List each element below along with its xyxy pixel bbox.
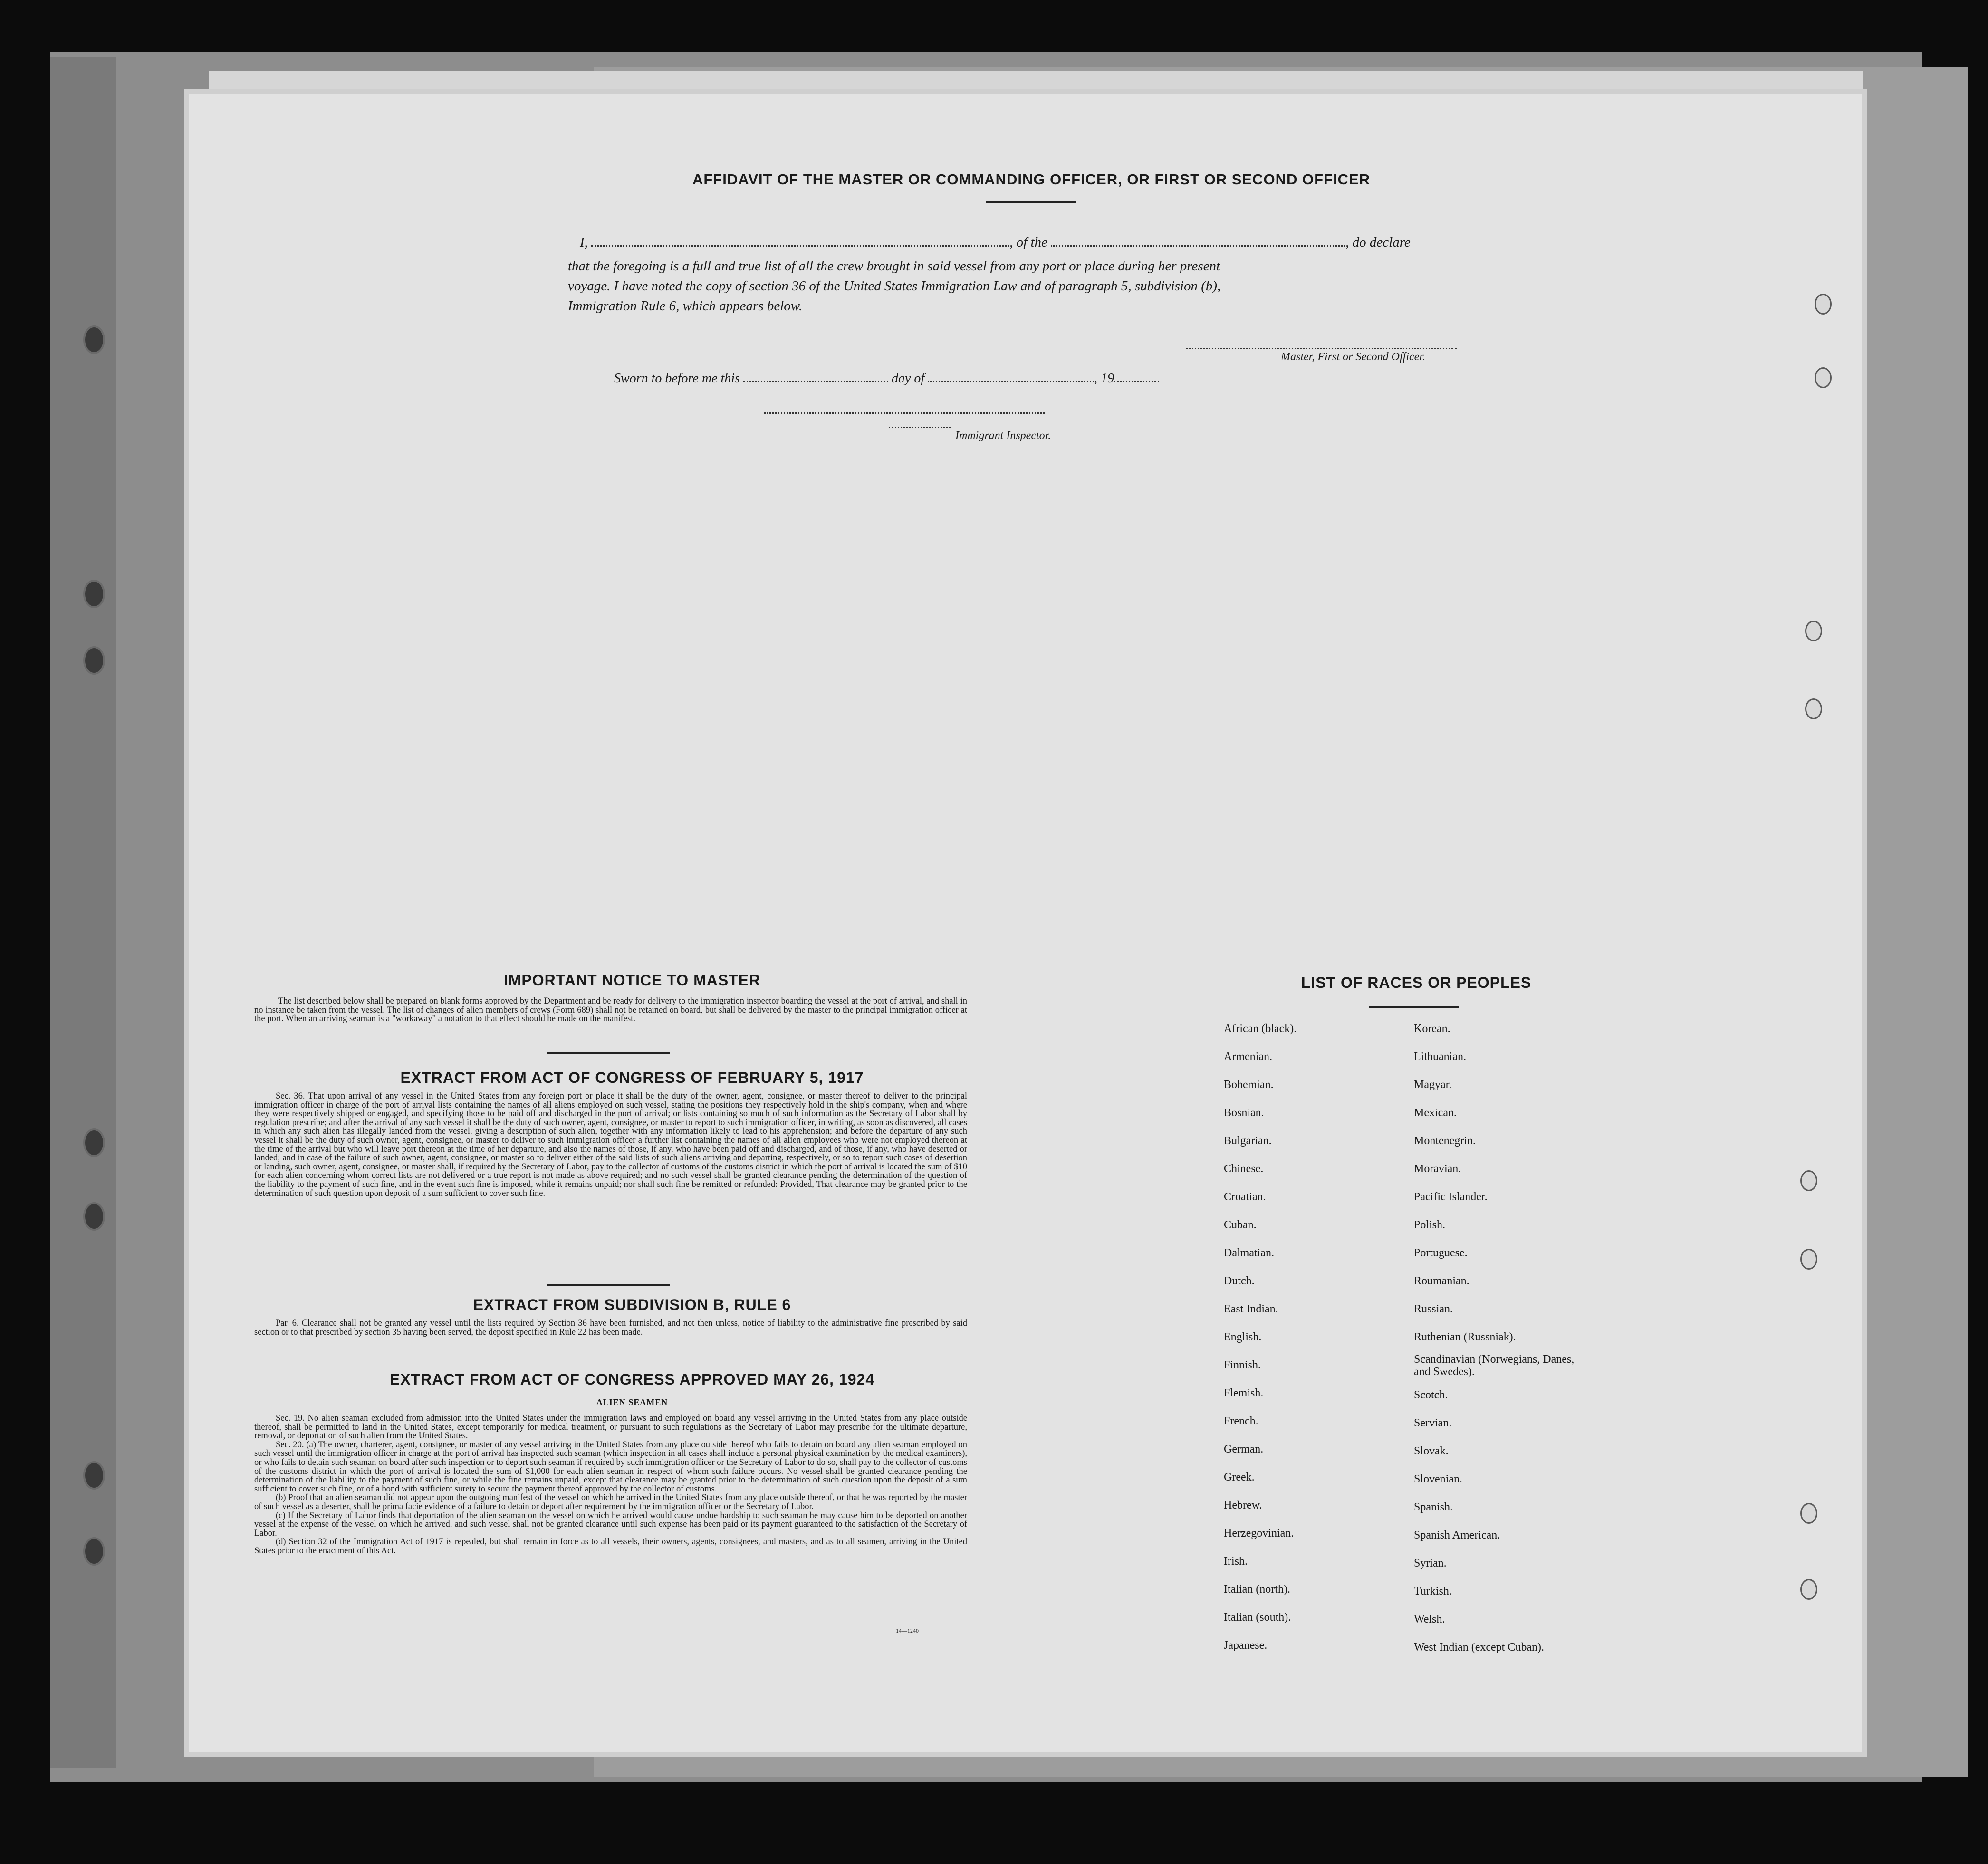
- inspector-signature-field[interactable]: [764, 412, 1045, 414]
- race-item: Montenegrin.: [1414, 1135, 1476, 1147]
- race-item: Slovak.: [1414, 1445, 1449, 1457]
- race-item: Greek.: [1224, 1471, 1255, 1483]
- sworn-line: [568, 369, 1518, 388]
- sworn-label: Sworn to before me this: [614, 371, 740, 386]
- race-item: Bosnian.: [1224, 1107, 1264, 1119]
- year-label: , 19: [1094, 371, 1114, 386]
- declaration-line-4: Immigration Rule 6, which appears below.: [568, 298, 803, 314]
- declaration-line-1: [568, 233, 1518, 252]
- races-title: LIST OF RACES OR PEOPLES: [1301, 974, 1532, 991]
- vessel-name-field[interactable]: [1051, 245, 1345, 247]
- race-item: Ruthenian (Russniak).: [1414, 1331, 1516, 1343]
- vessel-label: , of the: [1009, 235, 1047, 250]
- race-item: Slovenian.: [1414, 1473, 1462, 1485]
- declarant-label: I,: [580, 235, 588, 250]
- punch-hole: [1805, 698, 1822, 719]
- race-item: Turkish.: [1414, 1585, 1452, 1597]
- extract-1924-body: [254, 1414, 967, 1556]
- day-of-label: day of: [891, 371, 925, 386]
- race-item: Italian (north).: [1224, 1583, 1290, 1596]
- form-number: 14—1240: [896, 1627, 919, 1634]
- section-20c: (c) If the Secretary of Labor finds that deportation of the alien seaman on the vessel on which he arrived would cause undue hardship to such seaman he may cause him to be deported on another vessel at the expense of the vessel on which he arrived, and such vessel shall not be granted clearance until such expense has been paid or its payment guaranteed to the satisfaction of the Secretary of Labor.: [254, 1510, 967, 1538]
- race-item: Flemish.: [1224, 1387, 1264, 1399]
- declare-label: , do declare: [1345, 235, 1411, 250]
- race-item: Dalmatian.: [1224, 1247, 1274, 1259]
- punch-hole: [1800, 1579, 1817, 1600]
- race-item: Roumanian.: [1414, 1275, 1469, 1287]
- section-20d: (d) Section 32 of the Immigration Act of 1917 is repealed, but shall remain in force as to all vessels, their owners, agents, consignees, and masters, and as to all seamen, arriving in the United States prior to the enactment of this Act.: [254, 1537, 967, 1556]
- declarant-name-field[interactable]: [591, 245, 1009, 247]
- binder-ring: [83, 1537, 105, 1566]
- race-item: Scandinavian (Norwegians, Danes, and Swedes).: [1414, 1353, 1575, 1378]
- race-item: Cuban.: [1224, 1219, 1257, 1231]
- section-19: Sec. 19. No alien seaman excluded from admission into the United States under the immigration laws and employed on board any vessel arriving in the United States from any place outside thereof, shall be permitted to land in the United States, except temporarily for medical treatment, or pursuant to such regulations as the Secretary of Labor may prescribe for the ultimate departure, removal, or deportation of such alien from the United States.: [254, 1414, 967, 1441]
- punch-hole: [1805, 621, 1822, 641]
- punch-hole: [1815, 294, 1832, 315]
- race-item: Welsh.: [1414, 1613, 1445, 1625]
- race-item: Lithuanian.: [1414, 1051, 1466, 1063]
- extract-1924-title: EXTRACT FROM ACT OF CONGRESS APPROVED MAY 26, 1924: [389, 1371, 875, 1388]
- race-item: Italian (south).: [1224, 1611, 1291, 1624]
- master-signature-field[interactable]: [1186, 342, 1457, 349]
- race-item: Croatian.: [1224, 1191, 1266, 1203]
- binder-ring: [83, 325, 105, 354]
- binder-ring: [83, 1202, 105, 1231]
- punch-hole: [1800, 1170, 1817, 1191]
- master-signature-label: Master, First or Second Officer.: [1281, 351, 1425, 363]
- race-item: Syrian.: [1414, 1557, 1447, 1569]
- inspector-label: Immigrant Inspector.: [955, 430, 1051, 442]
- race-item: East Indian.: [1224, 1303, 1278, 1315]
- section-20b: (b) Proof that an alien seaman did not appear upon the outgoing manifest of the vessel on which he arrived in the United States from any place outside thereof, or that he was reported by the master of such vessel as a deserter, shall be prima facie evidence of a failure to detain or deport after requirement by the immigration officer or the Secretary of Labor.: [254, 1493, 967, 1511]
- binder-ring: [83, 1128, 105, 1157]
- race-item: Korean.: [1414, 1023, 1450, 1035]
- races-column-1: [1224, 1015, 1297, 1660]
- race-item: African (black).: [1224, 1023, 1297, 1035]
- extract-rule6-title: EXTRACT FROM SUBDIVISION B, RULE 6: [473, 1296, 791, 1313]
- declaration-line-2: that the foregoing is a full and true list of all the crew brought in said vessel from any port or place during her present: [568, 258, 1220, 274]
- race-item: French.: [1224, 1415, 1258, 1427]
- race-item: Spanish American.: [1414, 1529, 1500, 1541]
- declaration-line-3: voyage. I have noted the copy of section 36 of the United States Immigration Law and of paragraph 5, subdivision (b),: [568, 278, 1221, 294]
- race-item: Bulgarian.: [1224, 1135, 1272, 1147]
- section-20a: Sec. 20. (a) The owner, charterer, agent, consignee, or master of any vessel arriving in the United States from any place outside thereof who fails to detain on board any alien seaman employed on such vessel until the immigration officer in charge at the port of arrival has inspected such seaman (which inspection in all cases shall include a personal physical examination by the medical examiners), or who fails to detain such seaman on board after such inspection or to deport such seaman if required by such immigration officer or the Secretary of Labor to do so, shall pay to the collector of customs of the customs district in which the port of arrival is located the sum of $1,000 for each alien seaman in respect of whom such failure occurs. No vessel shall be granted clearance pending the determination of the liability to the payment of such fine, or while the fine remains unpaid, except that clearance may be granted prior to the determination of such question upon the deposit of a sum sufficient to cover such fine, or of a bond with sufficient surety to secure the payment thereof approved by the collector of customs.: [254, 1440, 967, 1494]
- divider: [986, 201, 1076, 203]
- race-item: Portuguese.: [1414, 1247, 1468, 1259]
- inspector-dotted-line: [889, 427, 951, 428]
- race-item: Herzegovinian.: [1224, 1527, 1294, 1539]
- race-item: Russian.: [1414, 1303, 1453, 1315]
- race-item: Irish.: [1224, 1555, 1248, 1568]
- sworn-year-field[interactable]: [1114, 381, 1159, 382]
- race-item: Dutch.: [1224, 1275, 1255, 1287]
- notice-title: IMPORTANT NOTICE TO MASTER: [503, 972, 761, 989]
- punch-hole: [1815, 367, 1832, 388]
- punch-hole: [1800, 1249, 1817, 1270]
- race-item: Bohemian.: [1224, 1079, 1274, 1091]
- race-item: Moravian.: [1414, 1163, 1461, 1175]
- race-item: Armenian.: [1224, 1051, 1272, 1063]
- sworn-day-field[interactable]: [743, 381, 888, 382]
- races-column-2: [1414, 1015, 1585, 1662]
- race-item: Pacific Islander.: [1414, 1191, 1488, 1203]
- affidavit-title: AFFIDAVIT OF THE MASTER OR COMMANDING OFFICER, OR FIRST OR SECOND OFFICER: [692, 171, 1371, 188]
- binder-ring: [83, 580, 105, 608]
- notice-body: The list described below shall be prepared on blank forms approved by the Department and be ready for delivery to the immigration inspector boarding the vessel at the port of arrival, and shall in no instance be taken from the vessel. The list of changes of alien members of crews (Form 689) shall not be retained on board, but shall be delivered by the master to the principal immigration officer at the port. When an arriving seaman is a "workaway" a notation to that effect should be made on the manifest.: [254, 996, 967, 1024]
- race-item: Spanish.: [1414, 1501, 1453, 1513]
- binder-ring: [83, 646, 105, 675]
- divider: [547, 1052, 670, 1054]
- binder-spine: [50, 57, 116, 1768]
- extract-1917-title: EXTRACT FROM ACT OF CONGRESS OF FEBRUARY 5, 1917: [400, 1069, 864, 1086]
- extract-1917-body: Sec. 36. That upon arrival of any vessel in the United States from any foreign port or place it shall be the duty of the owner, agent, consignee, or master thereof to deliver to the principal immigration officer in charge of the port of arrival lists containing the names of all aliens employed on such vessel, stating the positions they respectively hold in the ship's company, when and where they were respectively shipped or engaged, and specifying those to be paid off and discharged in the port of arrival; or lists containing so much of such information as the Secretary of Labor shall by regulation prescribe; and after the arrival of any such vessel it shall be the duty of such owner, agent, consignee, or master to report to such immigration officer, in writing, as soon as discovered, all cases in which any such alien has illegally landed from the vessel, giving a description of such alien, together with any information likely to lead to his apprehension; and before the departure of any such vessel it shall be the duty of such owner, agent, consignee, or master to deliver to such immigration officer a further list containing the names of all alien employees who were not employed thereon at the time of the arrival but who will leave port thereon at the time of her departure, and also the names of those, if any, who have been paid off and discharged, and of those, if any, who have deserted or landed; and in case of the failure of such owner, agent, consignee, or master so to deliver either of the said lists of such aliens arriving and departing, respectively, or so to report such cases of desertion or landing, such owner, agent, consignee, or master shall, if required by the Secretary of Labor, pay to the collector of customs of the customs district in which the port of arrival is located the sum of $10 for each alien concerning whom correct lists are not delivered or a true report is not made as above required; and no such vessel shall be granted clearance pending the determination of the question of the liability to the payment of such fine, and in the event such fine is imposed, while it remains unpaid; nor shall such fine be remitted or refunded: Provided, That clearance may be granted prior to the determination of such question upon deposit of a sum sufficient to cover such fine.: [254, 1091, 967, 1198]
- divider: [1369, 1006, 1459, 1008]
- extract-1924-subtitle: ALIEN SEAMEN: [596, 1397, 668, 1407]
- race-item: English.: [1224, 1331, 1262, 1343]
- race-item: West Indian (except Cuban).: [1414, 1641, 1544, 1654]
- race-item: Hebrew.: [1224, 1499, 1262, 1511]
- race-item: Scotch.: [1414, 1389, 1448, 1401]
- punch-hole: [1800, 1503, 1817, 1524]
- race-item: Chinese.: [1224, 1163, 1264, 1175]
- race-item: Polish.: [1414, 1219, 1446, 1231]
- extract-rule6-body: Par. 6. Clearance shall not be granted any vessel until the lists required by Section 36 have been furnished, and not then unless, notice of liability to the administrative fine prescribed by said section or to that prescribed by section 35 having been served, the deposit specified in Rule 22 has been made.: [254, 1319, 967, 1337]
- race-item: Magyar.: [1414, 1079, 1452, 1091]
- race-item: Japanese.: [1224, 1639, 1268, 1652]
- race-item: Finnish.: [1224, 1359, 1261, 1371]
- race-item: German.: [1224, 1443, 1264, 1455]
- race-item: Mexican.: [1414, 1107, 1457, 1119]
- race-item: Servian.: [1414, 1417, 1452, 1429]
- divider: [547, 1284, 670, 1286]
- sworn-month-field[interactable]: [928, 381, 1094, 382]
- binder-ring: [83, 1461, 105, 1490]
